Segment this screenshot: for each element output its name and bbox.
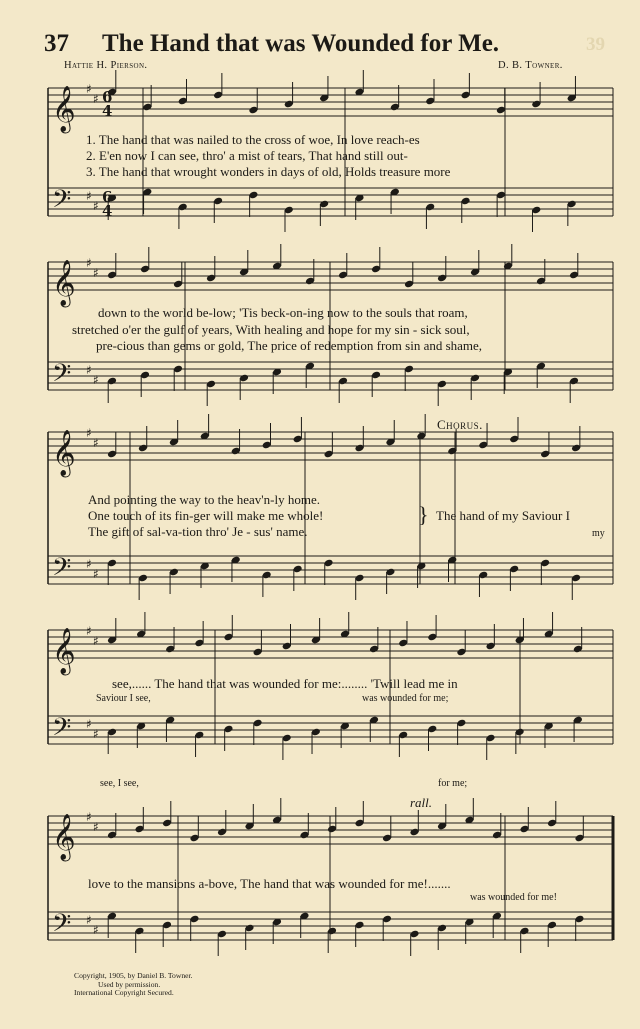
- copyright-line: Used by permission.: [98, 979, 161, 989]
- composer-credit: D. B. Towner.: [498, 60, 563, 71]
- rall-marking: rall.: [410, 795, 433, 810]
- bass-clef-icon: 𝄢: [52, 553, 72, 588]
- chorus-line-1: The hand of my Saviour I: [436, 508, 570, 523]
- verse-1-line-3: And pointing the way to the heav'n-ly home.: [88, 492, 320, 507]
- sharp-icon: ♯: [93, 820, 99, 834]
- echo-words-1: was wounded for me;: [362, 693, 449, 704]
- sharp-icon: ♯: [86, 557, 92, 571]
- sharp-icon: ♯: [93, 567, 99, 581]
- sharp-icon: ♯: [86, 256, 92, 270]
- verse-2-line-2: stretched o'er the gulf of years, With healing and hope for my sin - sick soul,: [72, 322, 470, 337]
- sharp-icon: ♯: [93, 373, 99, 387]
- bass-words-right: for me;: [438, 778, 468, 789]
- echo-words-2: was wounded for me!: [470, 892, 557, 903]
- verse-brace: }: [418, 502, 429, 527]
- verse-2-line-3: One touch of its fin-ger will make me whole!: [88, 508, 324, 523]
- verse-2-line-1: 2. E'en now I can see, thro' a mist of tears, That hand still out-: [86, 148, 408, 163]
- lyricist-credit: Hattie H. Pierson.: [64, 60, 148, 71]
- sharp-icon: ♯: [86, 717, 92, 731]
- hymn-number: 37: [44, 30, 69, 57]
- copyright-notice: [74, 972, 193, 998]
- verse-3-line-3: The gift of sal-va-tion thro' Je - sus' name.: [88, 524, 308, 539]
- sharp-icon: ♯: [86, 810, 92, 824]
- hymn-title: The Hand that was Wounded for Me.: [102, 30, 500, 57]
- sharp-icon: ♯: [86, 913, 92, 927]
- alto-words: Saviour I see,: [96, 693, 151, 704]
- time-signature-treble-bottom: 4: [102, 102, 113, 120]
- sharp-icon: ♯: [93, 266, 99, 280]
- verse-3-line-2: pre-cious than gems or gold, The price of redemption from sin and shame,: [96, 338, 483, 353]
- sharp-icon: ♯: [86, 363, 92, 377]
- verse-3-line-1: 3. The hand that wrought wonders in days of old, Holds treasure more: [86, 164, 451, 179]
- verse-1-line-1: 1. The hand that was nailed to the cross of woe, In love reach-es: [86, 132, 420, 147]
- sharp-icon: ♯: [93, 727, 99, 741]
- chorus-line-3: love to the mansions a-bove, The hand that was wounded for me!.......: [88, 876, 451, 891]
- bass-words-left: see, I see,: [100, 778, 139, 789]
- page-edge-number: 39: [586, 34, 605, 55]
- sharp-icon: ♯: [86, 624, 92, 638]
- verse-1-line-2: down to the world be-low; 'Tis beck-on-ing now to the souls that roam,: [98, 305, 468, 320]
- bass-words-my: my: [592, 528, 605, 539]
- bass-clef-icon: 𝄢: [52, 359, 72, 394]
- sharp-icon: ♯: [86, 189, 92, 203]
- chorus-line-2: see,...... The hand that was wounded for me:........ 'Twill lead me in: [112, 676, 458, 691]
- bass-clef-icon: 𝄢: [52, 185, 72, 220]
- time-signature-bass-bottom: 4: [102, 202, 113, 220]
- sharp-icon: ♯: [86, 426, 92, 440]
- time-signature-bass-top: 6: [102, 188, 113, 206]
- treble-clef-icon: 𝄞: [52, 628, 76, 674]
- treble-clef-icon: 𝄞: [52, 86, 76, 132]
- sharp-icon: ♯: [93, 92, 99, 106]
- chorus-label: Chorus.: [437, 417, 483, 432]
- treble-clef-icon: 𝄞: [52, 430, 76, 476]
- bass-clef-icon: 𝄢: [52, 713, 72, 748]
- sharp-icon: ♯: [93, 634, 99, 648]
- copyright-line: International Copyright Secured.: [74, 988, 174, 998]
- copyright-line: Copyright, 1905, by Daniel B. Towner.: [74, 971, 193, 980]
- sharp-icon: ♯: [93, 923, 99, 937]
- sharp-icon: ♯: [93, 436, 99, 450]
- treble-clef-icon: 𝄞: [52, 260, 76, 306]
- treble-clef-icon: 𝄞: [52, 814, 76, 860]
- time-signature-treble-top: 6: [102, 88, 113, 106]
- sharp-icon: ♯: [86, 82, 92, 96]
- sharp-icon: ♯: [93, 199, 99, 213]
- bass-clef-icon: 𝄢: [52, 909, 72, 944]
